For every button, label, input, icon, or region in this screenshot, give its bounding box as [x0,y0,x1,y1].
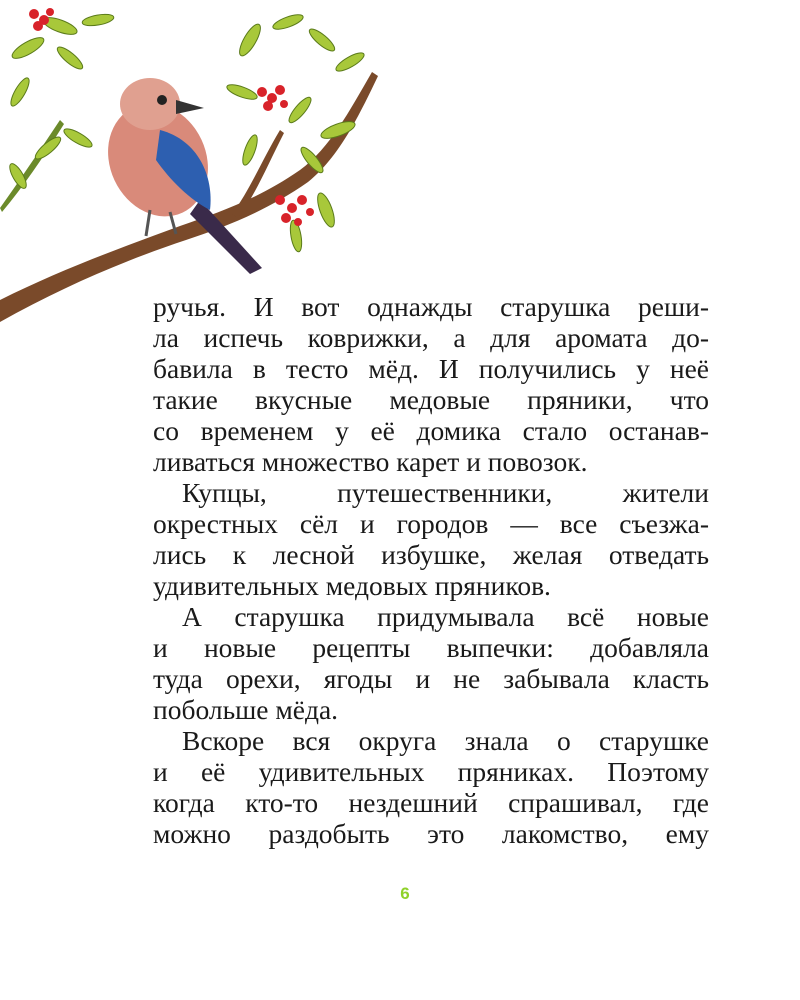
text-line: бавила в тесто мёд. И получились у неё [153,353,709,384]
bird-eye [157,95,167,105]
paragraph [153,725,709,849]
bird-beak [176,100,204,114]
text-line: окрестных сёл и городов — все съезжа- [153,508,709,539]
text-line: такие вкусные медовые пряники, что [153,384,709,415]
story-text [153,291,709,849]
text-line: туда орехи, ягоды и не забывала класть [153,663,709,694]
page-number: 6 [400,884,410,903]
paragraph [153,291,709,477]
text-line: побольше мёда. [153,694,339,725]
text-line: ливаться множество карет и повозок. [153,446,588,477]
text-line: когда кто-то нездешний спрашивал, где [153,787,709,818]
text-line: и её удивительных пряниках. Поэтому [153,756,709,787]
text-line: А старушка придумывала всё новые [182,601,709,632]
text-line: Вскоре вся округа знала о старушке [182,725,709,756]
jay-bird-illustration [0,0,400,330]
jay-bird [90,78,262,274]
text-line: и новые рецепты выпечки: добавляла [153,632,709,663]
paragraph [153,601,709,725]
text-line: со временем у её домика стало останав- [153,415,709,446]
bird-head [120,78,180,130]
text-line: удивительных медовых пряников. [153,570,551,601]
text-line: можно раздобыть это лакомство, ему [153,818,709,849]
paragraph [153,477,709,601]
text-line: ла испечь коврижки, а для аромата до- [153,322,709,353]
text-line: ручья. И вот однажды старушка реши- [153,291,709,322]
text-line: Купцы, путешественники, жители [182,477,709,508]
text-line: лись к лесной избушке, желая отведать [153,539,709,570]
